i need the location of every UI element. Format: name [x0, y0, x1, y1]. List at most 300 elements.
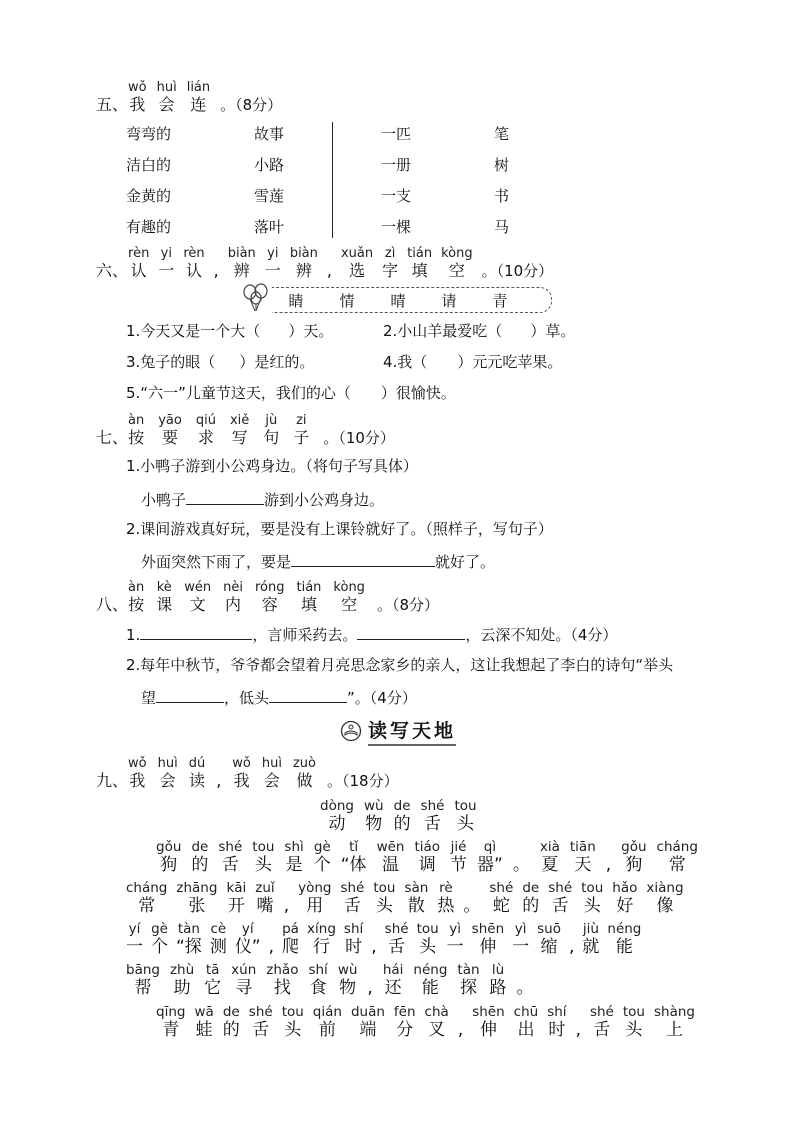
story-line-4-char [383, 963, 404, 998]
hanzi: 用 [306, 896, 324, 916]
story-title-char [454, 799, 476, 834]
hanzi: 。 [463, 896, 481, 916]
hanzi: 能 [421, 978, 439, 998]
hanzi: 课 [156, 595, 173, 614]
q9-title-char [158, 756, 178, 791]
hanzi: 个 [313, 855, 331, 875]
hanzi: 食 [309, 978, 327, 998]
story-line-1-char [621, 840, 646, 875]
hanzi: 帮 [134, 978, 152, 998]
q7-title-char [230, 413, 249, 448]
story-line-5-char [249, 1005, 273, 1040]
section-title: 读写天地 [368, 716, 456, 746]
hanzi: 端 [359, 1020, 377, 1040]
q5-left-col2-3: 落叶 [254, 218, 285, 236]
story-line-4-char [266, 963, 298, 998]
story-line-5-char [590, 1005, 614, 1040]
q9-title-char [189, 756, 206, 791]
q9-title-char [128, 756, 147, 791]
q6-item-2-a: 2.小山羊最爱吃（ [383, 322, 503, 340]
q9-title-char [293, 756, 316, 791]
pinyin: chà [424, 1004, 449, 1020]
q5-title-char [128, 80, 147, 115]
story-line-5-char [547, 1005, 566, 1040]
story-line-1-char [606, 840, 611, 875]
q6-item-1-b: ）天。 [288, 322, 334, 340]
story-line-3-char [176, 922, 202, 957]
q8-line-1 [126, 623, 617, 645]
story-line-2-char [340, 881, 364, 916]
q6-title-char [382, 246, 398, 281]
pinyin: shēn [471, 921, 505, 937]
q6-item-5 [126, 383, 456, 403]
q7-title-char [196, 413, 216, 448]
q5-left-col2-1: 小路 [254, 156, 285, 174]
hanzi: “探 [176, 937, 202, 957]
story-title-char [394, 799, 411, 834]
pinyin: jiù [582, 921, 599, 937]
pinyin: rè [439, 880, 453, 896]
story-title [320, 799, 487, 834]
hanzi: 容 [261, 595, 278, 614]
q6-title-char [228, 246, 256, 281]
hanzi: 按 [128, 595, 145, 614]
pinyin: kè [156, 580, 172, 595]
pinyin: wǒ [128, 756, 147, 771]
hanzi: , [575, 1020, 581, 1040]
hanzi: 我 [233, 771, 250, 790]
q8-line-1-blank-2[interactable] [357, 623, 465, 640]
q5-right-col1-0: 一匹 [381, 125, 412, 143]
q8-title-char [184, 580, 211, 615]
story-line-5-char [194, 1005, 213, 1040]
story-line-4-char [338, 963, 358, 998]
pinyin: tā [205, 962, 220, 978]
pinyin: dú [188, 756, 206, 771]
story-line-2-char [522, 881, 539, 916]
q7-item-2-blank[interactable] [291, 550, 435, 567]
q6-title-char [214, 246, 219, 281]
hanzi: , [371, 937, 377, 957]
story-line-2-char [548, 881, 572, 916]
story-line-5-char [576, 1005, 581, 1040]
q5-right-col1-2: 一支 [381, 187, 412, 205]
story-line-3-char [385, 922, 409, 957]
pinyin: biàn [227, 246, 256, 261]
story-line-3-char [569, 922, 574, 957]
q7-item-1-answer-a: 小鸭子 [141, 491, 187, 509]
story-line-2 [126, 881, 693, 916]
q7-title-score: 。（10分） [323, 429, 395, 447]
hanzi: , [568, 937, 575, 957]
pinyin: qì [483, 839, 497, 855]
q8-line-1-b: ，言师采药去。 [252, 626, 358, 644]
hanzi: 一 [158, 261, 175, 280]
hanzi: 头 [457, 814, 475, 834]
story-line-3-char [512, 922, 529, 957]
q7-title-char [158, 413, 182, 448]
q8-line-2: 2.每年中秋节，爷爷都会望着月亮思念家乡的亲人，这让我想起了李白的诗句“举头 [126, 656, 674, 674]
q7-item-2-answer-b: 就好了。 [435, 553, 496, 571]
hanzi: 伸 [479, 1020, 497, 1040]
story-line-2-char [373, 881, 395, 916]
pinyin: xiě [229, 413, 250, 428]
q6-item-2-b: ）草。 [530, 322, 576, 340]
q6-title [96, 246, 553, 281]
story-title-char [421, 799, 445, 834]
pinyin: shēn [472, 1004, 505, 1020]
pinyin: lián [186, 80, 211, 95]
pinyin: shé [340, 880, 365, 896]
hanzi: 蛇 [492, 896, 510, 916]
q8-line-3-b: ，低头 [224, 689, 270, 707]
story-line-1-char [513, 840, 530, 875]
hanzi: , [283, 896, 290, 916]
pinyin: gè [151, 921, 168, 937]
hanzi: 字 [382, 261, 399, 280]
story-line-3-char [371, 922, 376, 957]
hanzi: 常 [668, 855, 686, 875]
pinyin: suō [537, 921, 561, 937]
q6-title-char [128, 246, 149, 281]
story-line-4-char [490, 963, 507, 998]
pinyin: qiú [195, 413, 216, 428]
story-line-3-char [282, 922, 299, 957]
q7-item-1-answer-b: 游到小公鸡身边。 [264, 491, 385, 509]
pinyin: tàn [457, 962, 480, 978]
story-line-3-char [344, 922, 363, 957]
q6-item-3 [126, 352, 314, 372]
hanzi: 节 [450, 855, 468, 875]
pinyin: wǒ [128, 80, 147, 95]
hanzi: 是 [285, 855, 303, 875]
reading-icon [340, 720, 362, 742]
hanzi: 寻 [235, 978, 253, 998]
pinyin: cè [210, 921, 227, 937]
hanzi: 空 [341, 595, 358, 614]
pinyin: shé [420, 798, 445, 814]
story-title-char [320, 799, 354, 834]
story-line-3-char [607, 922, 641, 957]
pinyin: chū [513, 1004, 539, 1020]
story-line-2-char [226, 881, 246, 916]
hanzi: 的 [522, 896, 540, 916]
pinyin: wén [184, 580, 212, 595]
hanzi: , [213, 261, 219, 280]
q6-title-char [407, 246, 432, 281]
q6-item-1-a: 1.今天又是一个大（ [126, 322, 261, 340]
hanzi: 会 [159, 771, 176, 790]
hanzi: , [367, 978, 373, 998]
hanzi: 物 [365, 814, 383, 834]
hanzi: 做 [296, 771, 313, 790]
section-heading [340, 716, 456, 746]
pinyin: yi [160, 246, 172, 261]
hanzi: 的 [393, 814, 411, 834]
hanzi: 嘴 [256, 896, 274, 916]
q5-title-char [157, 80, 177, 115]
pinyin: yì [449, 921, 462, 937]
pinyin: bāng [126, 962, 160, 978]
pinyin: gè [313, 839, 331, 855]
hanzi: 还 [384, 978, 402, 998]
pinyin: àn [128, 580, 145, 595]
pinyin: sàn [404, 880, 429, 896]
q6-title-char [183, 246, 204, 281]
q6-title-char [441, 246, 473, 281]
q6-title-char [265, 246, 281, 281]
pinyin: xíng [307, 921, 336, 937]
hanzi: 读 [188, 771, 205, 790]
pinyin: duān [350, 1004, 385, 1020]
q8-title-char [156, 580, 172, 615]
story-line-1-char [341, 840, 367, 875]
pinyin: yí [241, 921, 254, 937]
pinyin: shé [548, 880, 573, 896]
hanzi: 空 [448, 261, 465, 280]
story-line-1-char [284, 840, 303, 875]
pinyin: shé [489, 880, 514, 896]
pinyin: tou [622, 1004, 645, 1020]
q6-item-3-a: 3.兔子的眼（ [126, 353, 216, 371]
story-line-1-char [570, 840, 596, 875]
pinyin: cháng [126, 880, 168, 896]
q6-word-0: 睛 [288, 291, 304, 310]
pinyin: huì [156, 80, 177, 95]
pinyin: shí [343, 921, 364, 937]
story-line-2-char [489, 881, 513, 916]
pinyin: zuǐ [255, 880, 275, 896]
q6-title-char [158, 246, 174, 281]
q8-line-3 [141, 686, 417, 708]
pinyin: zì [384, 246, 396, 261]
hanzi: 物 [339, 978, 357, 998]
q5-right-col2-2: 书 [494, 187, 510, 205]
story-line-2-char [404, 881, 428, 916]
q8-title-number: 八、 [96, 595, 129, 614]
pinyin: hǎo [612, 880, 638, 896]
q6-item-5-a: 5.“六一”儿童节这天，我们的心（ [126, 384, 351, 402]
hanzi: 会 [263, 771, 280, 790]
pinyin: shàng [653, 1004, 695, 1020]
story-line-3-char [126, 922, 143, 957]
pinyin: de [393, 798, 411, 814]
hanzi: 狗 [625, 855, 643, 875]
q6-word-box [244, 287, 552, 313]
q8-title-char [297, 580, 322, 615]
pinyin: tiáo [414, 839, 441, 855]
pinyin: zhù [169, 962, 195, 978]
hanzi: 舌 [343, 896, 361, 916]
hanzi: 散 [407, 896, 425, 916]
pinyin: kòng [441, 246, 473, 261]
q5-right-col2-0: 笔 [494, 125, 510, 143]
pinyin: tou [581, 880, 604, 896]
q8-title-score: 。（8分） [376, 596, 439, 614]
q8-line-3-blank-2[interactable] [269, 686, 347, 703]
hanzi: 舌 [424, 814, 442, 834]
story-line-3-char [307, 922, 336, 957]
story-line-4-char [170, 963, 194, 998]
pinyin: yi [267, 246, 279, 261]
hanzi: 助 [173, 978, 191, 998]
q6-word-4: 青 [492, 291, 508, 310]
story-line-3-char [537, 922, 561, 957]
hanzi: 按 [128, 428, 145, 447]
hanzi: 仪” [234, 937, 261, 957]
story-line-3-char [417, 922, 439, 957]
hanzi: 写 [231, 428, 248, 447]
pinyin: de [222, 1004, 240, 1020]
q6-word-3: 请 [441, 291, 457, 310]
hanzi: , [216, 771, 222, 790]
hanzi: 头 [254, 855, 272, 875]
hanzi: 的 [191, 855, 209, 875]
pinyin: qīng [156, 1004, 186, 1020]
hanzi: 要 [162, 428, 179, 447]
story-line-4-char [457, 963, 479, 998]
hanzi: 时 [548, 1020, 566, 1040]
hanzi: 热 [437, 896, 455, 916]
q7-item-1: 1.小鸭子游到小公鸡身边。（将句子写具体） [126, 457, 418, 475]
hanzi: 。 [516, 978, 534, 998]
pinyin: huì [157, 756, 178, 771]
story-line-4-char [231, 963, 256, 998]
hanzi: 上 [665, 1020, 683, 1040]
q9-title [96, 756, 399, 791]
story-line-5-char [654, 1005, 695, 1040]
q9-title-number: 九、 [96, 771, 129, 790]
q6-title-char [290, 246, 318, 281]
q6-title-number: 六、 [96, 261, 129, 280]
hanzi: 舌 [593, 1020, 611, 1040]
story-line-5-char [351, 1005, 385, 1040]
q5-left-col1-2: 金黄的 [126, 187, 172, 205]
story-line-3-char [582, 922, 599, 957]
hanzi: 动 [328, 814, 346, 834]
hanzi: 器” [477, 855, 503, 875]
pinyin: zhǎo [266, 962, 299, 978]
pinyin: tàn [177, 921, 200, 937]
story-line-5-char [472, 1005, 504, 1040]
story-line-2-char [126, 881, 167, 916]
hanzi: 头 [419, 937, 437, 957]
story-line-4-char [204, 963, 221, 998]
pinyin: wù [363, 798, 384, 814]
hanzi: , [457, 1020, 464, 1040]
pinyin: xuǎn [340, 246, 374, 261]
q9-title-char [262, 756, 282, 791]
pinyin: rèn [128, 246, 150, 261]
story-line-1-char [156, 840, 181, 875]
q7-item-2: 2.课间游戏真好玩，要是没有上课铃就好了。（照样子，写句子） [126, 520, 553, 538]
q8-title [96, 580, 439, 615]
story-line-4 [126, 963, 544, 998]
pinyin: néng [413, 962, 448, 978]
story-line-2-char [581, 881, 603, 916]
hanzi: 出 [517, 1020, 535, 1040]
hanzi: 头 [284, 1020, 302, 1040]
q5-left-col2-0: 故事 [254, 125, 285, 143]
hanzi: 的 [222, 1020, 240, 1040]
story-line-5-char [514, 1005, 539, 1040]
pinyin: wā [194, 1004, 214, 1020]
pinyin: zuò [292, 756, 317, 771]
story-line-5-char [282, 1005, 304, 1040]
pinyin: tián [407, 246, 433, 261]
pinyin: shì [284, 839, 304, 855]
q7-title-char [293, 413, 309, 448]
pinyin: hái [382, 962, 404, 978]
story-line-4-char [367, 963, 372, 998]
q8-line-3-blank-1[interactable] [156, 686, 224, 703]
hanzi: 行 [312, 937, 330, 957]
hanzi: 张 [188, 896, 206, 916]
pinyin: de [191, 839, 209, 855]
story-line-3-char [447, 922, 464, 957]
hanzi: 缩 [540, 937, 558, 957]
hanzi: 天 [574, 855, 592, 875]
story-line-5-char [156, 1005, 185, 1040]
hanzi: 句 [263, 428, 280, 447]
pinyin: tou [416, 921, 439, 937]
q6-item-4-b: ）元元吃苹果。 [457, 353, 563, 371]
hanzi: 测 [209, 937, 227, 957]
q7-item-1-answer [141, 488, 384, 510]
pinyin: pá [282, 921, 299, 937]
story-line-1-char [252, 840, 274, 875]
hanzi: 一 [512, 937, 530, 957]
story-line-3-char [472, 922, 504, 957]
pinyin: tou [373, 880, 396, 896]
q8-line-1-c: ，云深不知处。（4分） [465, 626, 618, 644]
q6-title-char [327, 246, 332, 281]
q6-item-1 [126, 321, 333, 341]
hanzi: 会 [158, 95, 175, 114]
pinyin: wǒ [232, 756, 251, 771]
hanzi: 温 [382, 855, 400, 875]
hanzi: 狗 [160, 855, 178, 875]
q8-line-1-blank-1[interactable] [140, 623, 252, 640]
hanzi: 爬 [282, 937, 300, 957]
pinyin: dòng [320, 798, 354, 814]
hanzi: 连 [190, 95, 207, 114]
q7-title [96, 413, 395, 448]
pinyin: lù [491, 962, 505, 978]
q5-left-col1-3: 有趣的 [126, 218, 172, 236]
hanzi: 像 [656, 896, 674, 916]
story-line-2-char [437, 881, 454, 916]
hanzi: 伸 [479, 937, 497, 957]
q7-item-1-blank[interactable] [186, 488, 264, 505]
pinyin: shé [589, 1004, 614, 1020]
q5-left-col2-2: 雪莲 [254, 187, 285, 205]
hanzi: 一 [126, 937, 143, 957]
pinyin: biàn [289, 246, 318, 261]
q5-title-number: 五、 [96, 95, 129, 114]
q6-item-3-b: ）是红的。 [239, 353, 315, 371]
hanzi: 头 [583, 896, 601, 916]
hanzi: 一 [264, 261, 281, 280]
hanzi: 舌 [221, 855, 239, 875]
hanzi: 内 [225, 595, 242, 614]
hanzi: 路 [489, 978, 507, 998]
hanzi: 蛙 [195, 1020, 213, 1040]
pinyin: cháng [656, 839, 698, 855]
hanzi: 开 [227, 896, 245, 916]
q7-title-number: 七、 [96, 428, 129, 447]
story-line-2-char [612, 881, 637, 916]
